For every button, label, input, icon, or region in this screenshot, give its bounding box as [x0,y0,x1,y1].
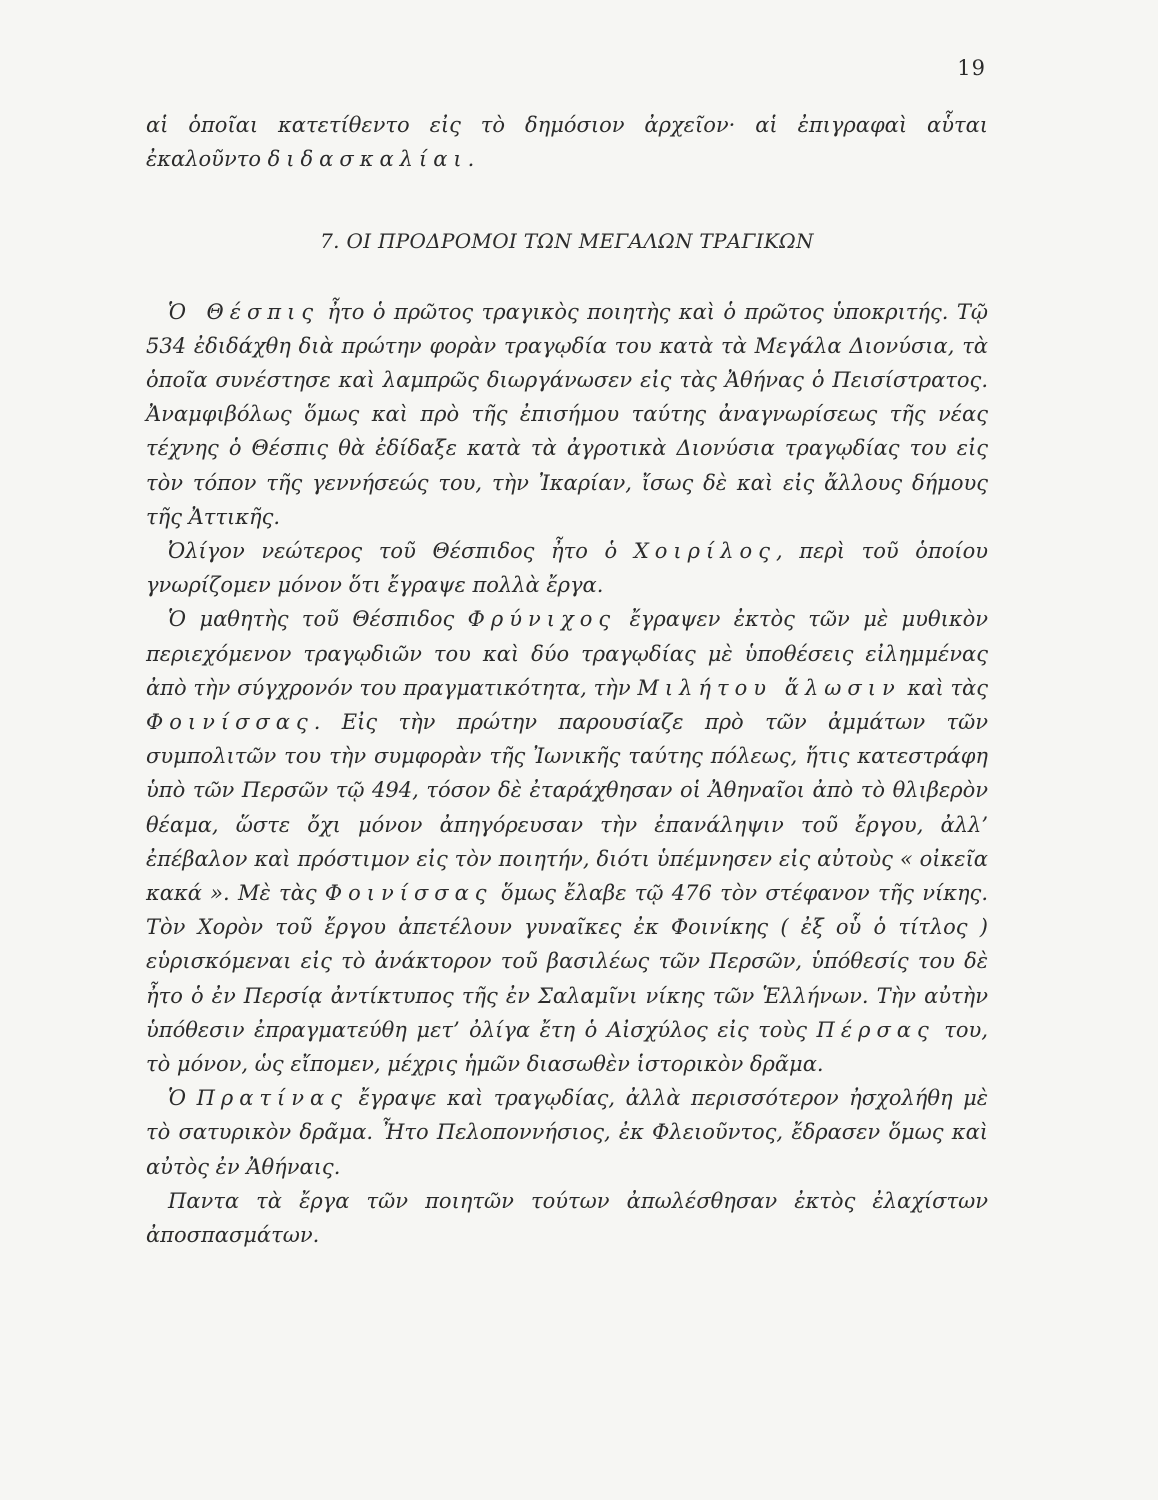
pratinas-text: ἔγραψε καὶ τραγῳδίας, ἀλλὰ περισσότερον ἠσχολήθη μὲ τὸ σατυρικὸν δρᾶμα. Ἦτο Πελοποννήσιος, ἐκ Φλειοῦντος, ἔδρασεν ὅμως καὶ αὐτὸς ἐν Ἀθήναις. [146,1086,988,1179]
phrynichus-text-1: ἔγραψεν ἐκτὸς τῶν μὲ μυθικὸν περιεχόμενον τραγῳδιῶν του καὶ δύο τραγῳδίας μὲ ὑποθέσεις εἰλημμένας ἀπὸ τὴν σύγχρονόν του πραγματικότητα, τὴν [146,607,988,700]
choerilus-after: , περὶ τοῦ ὁποίου γνωρίζομεν μόνον ὅτι ἔγραψε πολλὰ ἔργα. [146,539,989,598]
opening-paragraph [146,108,988,176]
choerilus-before: Ὀλίγον νεώτερος τοῦ Θέσπιδος ἦτο ὁ [168,539,634,564]
opening-text: αἱ ὁποῖαι κατετίθεντο εἰς τὸ δημόσιον ἀρχεῖον· αἱ ἐπιγραφαὶ αὗται ἐκαλοῦντο [146,113,988,172]
phrynichus-text-2: καὶ τὰς [900,675,989,700]
phrynichus-text-4: ὅμως ἔλαβε τῷ 476 τὸν στέφανον τῆς νίκης. Τὸν Χορὸν τοῦ ἔργου ἀπετέλουν γυναῖκες ἐκ Φοινίκης ( ἐξ οὗ ὁ τίτλος ) εὑρισκόμεναι εἰς τὸ ἀνάκτορον τοῦ βασιλέως τῶν Περσῶν, ὑπόθεσίς του δὲ ἦτο ὁ ἐν Περσίᾳ ἀντίκτυπος τῆς ἐν Σαλαμῖνι νίκης τῶν Ἑλλήνων. Τὴν αὐτὴν ὑπόθεσιν ἐπραγματεύθη μετ’ ὀλίγα ἔτη ὁ Αἰσχύλος εἰς τοὺς [146,881,988,1042]
page-body [146,108,988,1252]
thespis-name: Ὁ Θέσπις [168,299,320,324]
phrynichus-before: Ὁ μαθητὴς τοῦ Θέσπιδος [168,607,468,632]
phrynichus-text-5: του, τὸ μόνον, ὡς εἴπομεν, μέχρις ἡμῶν διασωθὲν ἱστορικὸν δρᾶμα. [146,1017,988,1077]
choerilus-name: Χοιρίλος [633,539,776,564]
pratinas-before: Ὁ [168,1086,197,1111]
phrynichus-paragraph [146,602,988,1081]
phrynichus-text-3: . Εἰς τὴν πρώτην παρουσίαζε πρὸ τῶν ἀμμάτων τῶν συμπολιτῶν του τὴν συμφορὰν τῆς Ἰωνικῆς ταύτης πόλεως, ἥτις κατεστράφη ὑπὸ τῶν Περσῶν τῷ 494, τόσον δὲ ἐταράχθησαν οἱ Ἀθηναῖοι ἀπὸ τὸ θλιβερὸν θέαμα, ὥστε ὄχι μόνον ἀπηγόρευσαν τὴν ἐπανάληψιν τοῦ ἔργου, ἀλλ’ ἐπέβαλον καὶ πρόστιμον εἰς τὸν ποιητήν, διότι ὑπέμνησεν εἰς αὐτοὺς « οἰκεῖα κακά ». Μὲ τὰς [146,710,988,906]
play-miletus: Μιλήτου ἅλωσιν [637,675,901,700]
phrynichus-name: Φρύνιχος [467,607,617,632]
play-persae: Πέρσας [816,1017,935,1042]
play-phoenissae: Φοινίσσας [146,710,314,735]
thespis-paragraph [146,295,988,534]
pratinas-name: Πρατίνας [196,1086,348,1111]
section-heading: 7. ΟΙ ΠΡΟΔΡΟΜΟΙ ΤΩΝ ΜΕΓΑΛΩΝ ΤΡΑΓΙΚΩΝ [320,229,814,254]
closing-paragraph: Παντα τὰ ἔργα τῶν ποιητῶν τούτων ἀπωλέσθησαν ἐκτὸς ἐλαχίστων ἀποσπασμάτων. [146,1188,988,1248]
play-phoenissae-2: Φοινίσσας [324,881,493,906]
choerilus-paragraph [146,534,988,602]
page-number: 19 [957,56,986,80]
opening-term: διδασκαλίαι. [267,147,481,172]
pratinas-paragraph [146,1081,988,1184]
thespis-text: ἦτο ὁ πρῶτος τραγικὸς ποιητὴς καὶ ὁ πρῶτος ὑποκριτής. Τῷ 534 ἐδιδάχθη διὰ πρώτην φορὰν τραγῳδία του κατὰ τὰ Μεγάλα Διονύσια, τὰ ὁποῖα συνέστησε καὶ λαμπρῶς διωργάνωσεν εἰς τὰς Ἀθήνας ὁ Πεισίστρατος. Ἀναμφιβόλως ὅμως καὶ πρὸ τῆς ἐπισήμου ταύτης ἀναγνωρίσεως τῆς νέας τέχνης ὁ Θέσπις θὰ ἐδίδαξε κατὰ τὰ ἀγροτικὰ Διονύσια τραγῳδίας του εἰς τὸν τόπον τῆς γεννήσεώς του, τὴν Ἰκαρίαν, ἴσως δὲ καὶ εἰς ἄλλους δήμους τῆς Ἀττικῆς. [146,299,989,529]
